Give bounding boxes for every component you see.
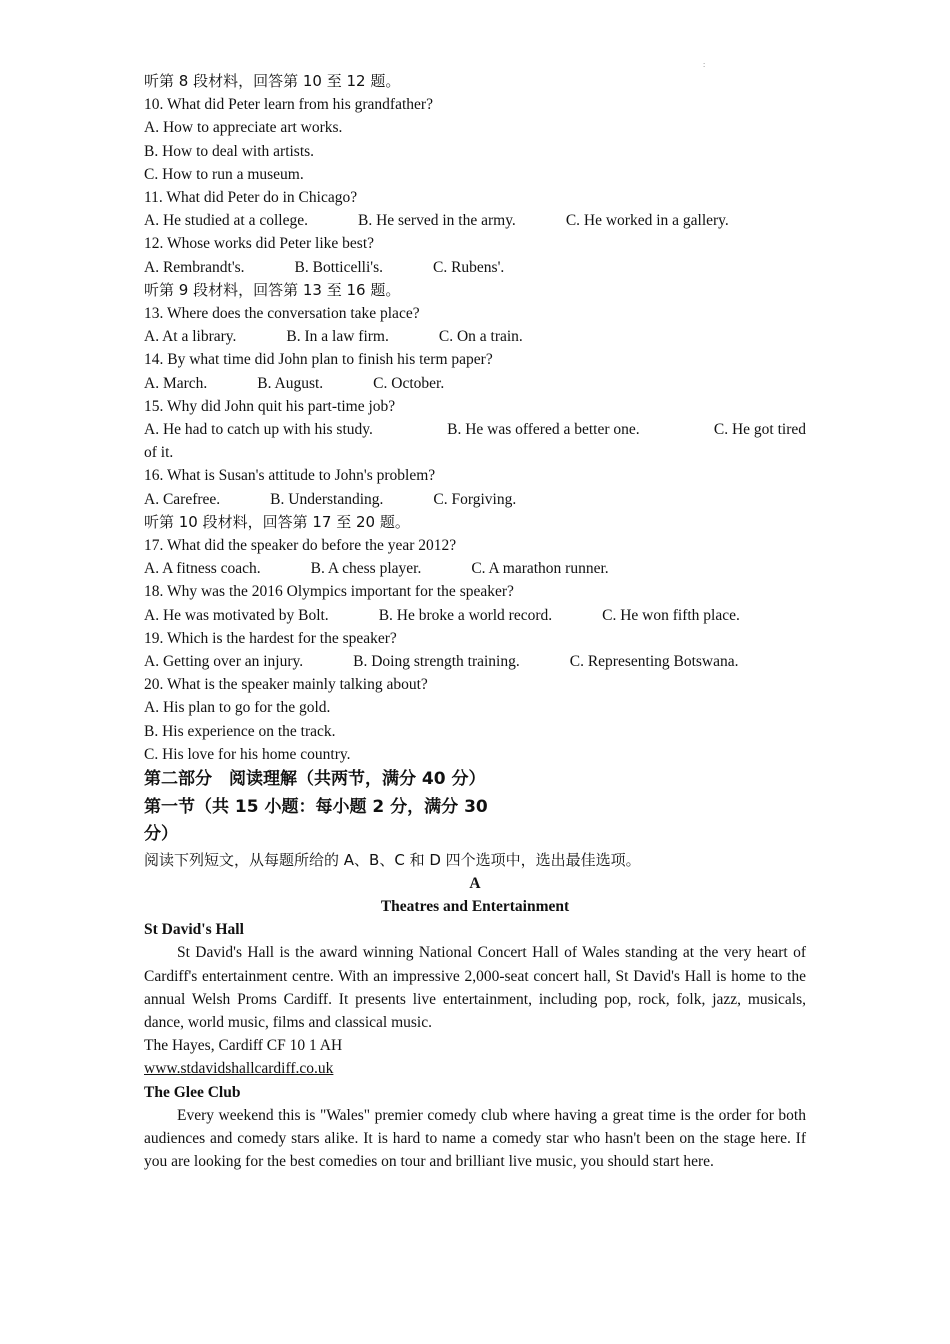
q20-option-c: C. His love for his home country. <box>144 745 351 763</box>
q14-option-c: C. October. <box>373 374 445 392</box>
q16-option-c: C. Forgiving. <box>433 490 517 508</box>
q12-option-c: C. Rubens'. <box>433 258 505 276</box>
question-20: 20. What is the speaker mainly talking about? <box>144 676 428 694</box>
section-10-header: 听第 10 段材料，回答第 17 至 20 题。 <box>144 512 410 531</box>
instructions: 阅读下列短文，从每题所给的 A、B、C 和 D 四个选项中，选出最佳选项。 <box>144 850 641 869</box>
venue-2-name: The Glee Club <box>144 1083 241 1101</box>
q15-option-a: A. He had to catch up with his study. <box>144 421 373 439</box>
q11-option-a: A. He studied at a college. <box>144 212 308 230</box>
q20-option-a: A. His plan to go for the gold. <box>144 699 331 717</box>
question-13: 13. Where does the conversation take place? <box>144 305 420 323</box>
q17-option-c: C. A marathon runner. <box>471 560 609 578</box>
section-1-title: 第一节（共 15 小题：每小题 2 分，满分 30 <box>144 796 488 817</box>
q14-option-a: A. March. <box>144 374 208 392</box>
venue-1-name: St David's Hall <box>144 921 244 939</box>
question-15: 15. Why did John quit his part-time job? <box>144 397 396 415</box>
passage-letter: A <box>469 874 481 892</box>
q19-option-b: B. Doing strength training. <box>353 653 520 671</box>
q17-option-b: B. A chess player. <box>310 560 422 578</box>
q14-options <box>144 372 806 395</box>
q11-option-b: B. He served in the army. <box>357 212 516 230</box>
venue-1-description: St David's Hall is the award winning National Concert Hall of Wales standing at the very heart of Cardiff's entertainment centre. With an impressive 2,000-seat concert hall, St David's Hall is home to the annual Welsh Proms Cardiff. It presents live entertainment, including pop, rock, folk, jazz, musicals, dance, world music, films and classical music. <box>144 944 806 1032</box>
question-14: 14. By what time did John plan to finish his term paper? <box>144 351 493 369</box>
question-19: 19. Which is the hardest for the speaker? <box>144 629 397 647</box>
q16-option-a: A. Carefree. <box>144 490 221 508</box>
q10-option-b: B. How to deal with artists. <box>144 142 315 160</box>
q19-option-c: C. Representing Botswana. <box>569 653 739 671</box>
part-2-title: 第二部分 阅读理解（共两节，满分 40 分） <box>144 769 486 790</box>
q11-options <box>144 209 806 232</box>
q16-options <box>144 488 806 511</box>
q19-options <box>144 650 806 673</box>
exam-page <box>144 70 806 1173</box>
q17-option-a: A. A fitness coach. <box>144 560 261 578</box>
q12-option-a: A. Rembrandt's. <box>144 258 245 276</box>
section-1-title-cont: 分） <box>144 824 178 845</box>
question-18: 18. Why was the 2016 Olympics important for the speaker? <box>144 583 514 601</box>
question-12: 12. Whose works did Peter like best? <box>144 235 375 253</box>
question-10: 10. What did Peter learn from his grandfather? <box>144 96 433 114</box>
q10-option-c: C. How to run a museum. <box>144 165 304 183</box>
venue-1-address: The Hayes, Cardiff CF 10 1 AH <box>144 1037 343 1055</box>
q15-option-c: C. He got tired <box>713 421 806 439</box>
q15-option-c-continued: of it. <box>144 444 174 462</box>
corner-mark: : <box>703 60 706 69</box>
question-16: 16. What is Susan's attitude to John's problem? <box>144 467 436 485</box>
q13-option-a: A. At a library. <box>144 328 237 346</box>
q13-option-c: C. On a train. <box>438 328 523 346</box>
q18-options <box>144 604 806 627</box>
question-11: 11. What did Peter do in Chicago? <box>144 189 358 207</box>
q12-option-b: B. Botticelli's. <box>294 258 383 276</box>
q18-option-c: C. He won fifth place. <box>602 606 740 624</box>
q16-option-b: B. Understanding. <box>270 490 384 508</box>
q13-options <box>144 325 806 348</box>
q12-options <box>144 256 806 279</box>
passage-title: Theatres and Entertainment <box>380 898 570 915</box>
venue-2-description: Every weekend this is "Wales" premier comedy club where having a great time is the order for both audiences and comedy stars alike. It is hard to name a comedy star who hasn't been on the stage here. If you are looking for the best comedies on tour and brilliant live music, you should start here. <box>144 1106 806 1171</box>
q11-option-c: C. He worked in a gallery. <box>565 212 729 230</box>
q15-option-b: B. He was offered a better one. <box>447 421 640 439</box>
q20-option-b: B. His experience on the track. <box>144 722 336 740</box>
q18-option-a: A. He was motivated by Bolt. <box>144 606 329 624</box>
section-9-header: 听第 9 段材料，回答第 13 至 16 题。 <box>144 280 401 299</box>
question-17: 17. What did the speaker do before the year 2012? <box>144 537 457 555</box>
q18-option-b: B. He broke a world record. <box>378 606 553 624</box>
q17-options <box>144 557 806 580</box>
q10-option-a: A. How to appreciate art works. <box>144 119 343 137</box>
section-8-header: 听第 8 段材料，回答第 10 至 12 题。 <box>144 72 401 90</box>
q13-option-b: B. In a law firm. <box>286 328 389 346</box>
q15-options <box>144 418 806 441</box>
q19-option-a: A. Getting over an injury. <box>144 653 304 671</box>
q14-option-b: B. August. <box>257 374 324 392</box>
venue-1-website-link[interactable]: www.stdavidshallcardiff.co.uk <box>144 1060 334 1078</box>
